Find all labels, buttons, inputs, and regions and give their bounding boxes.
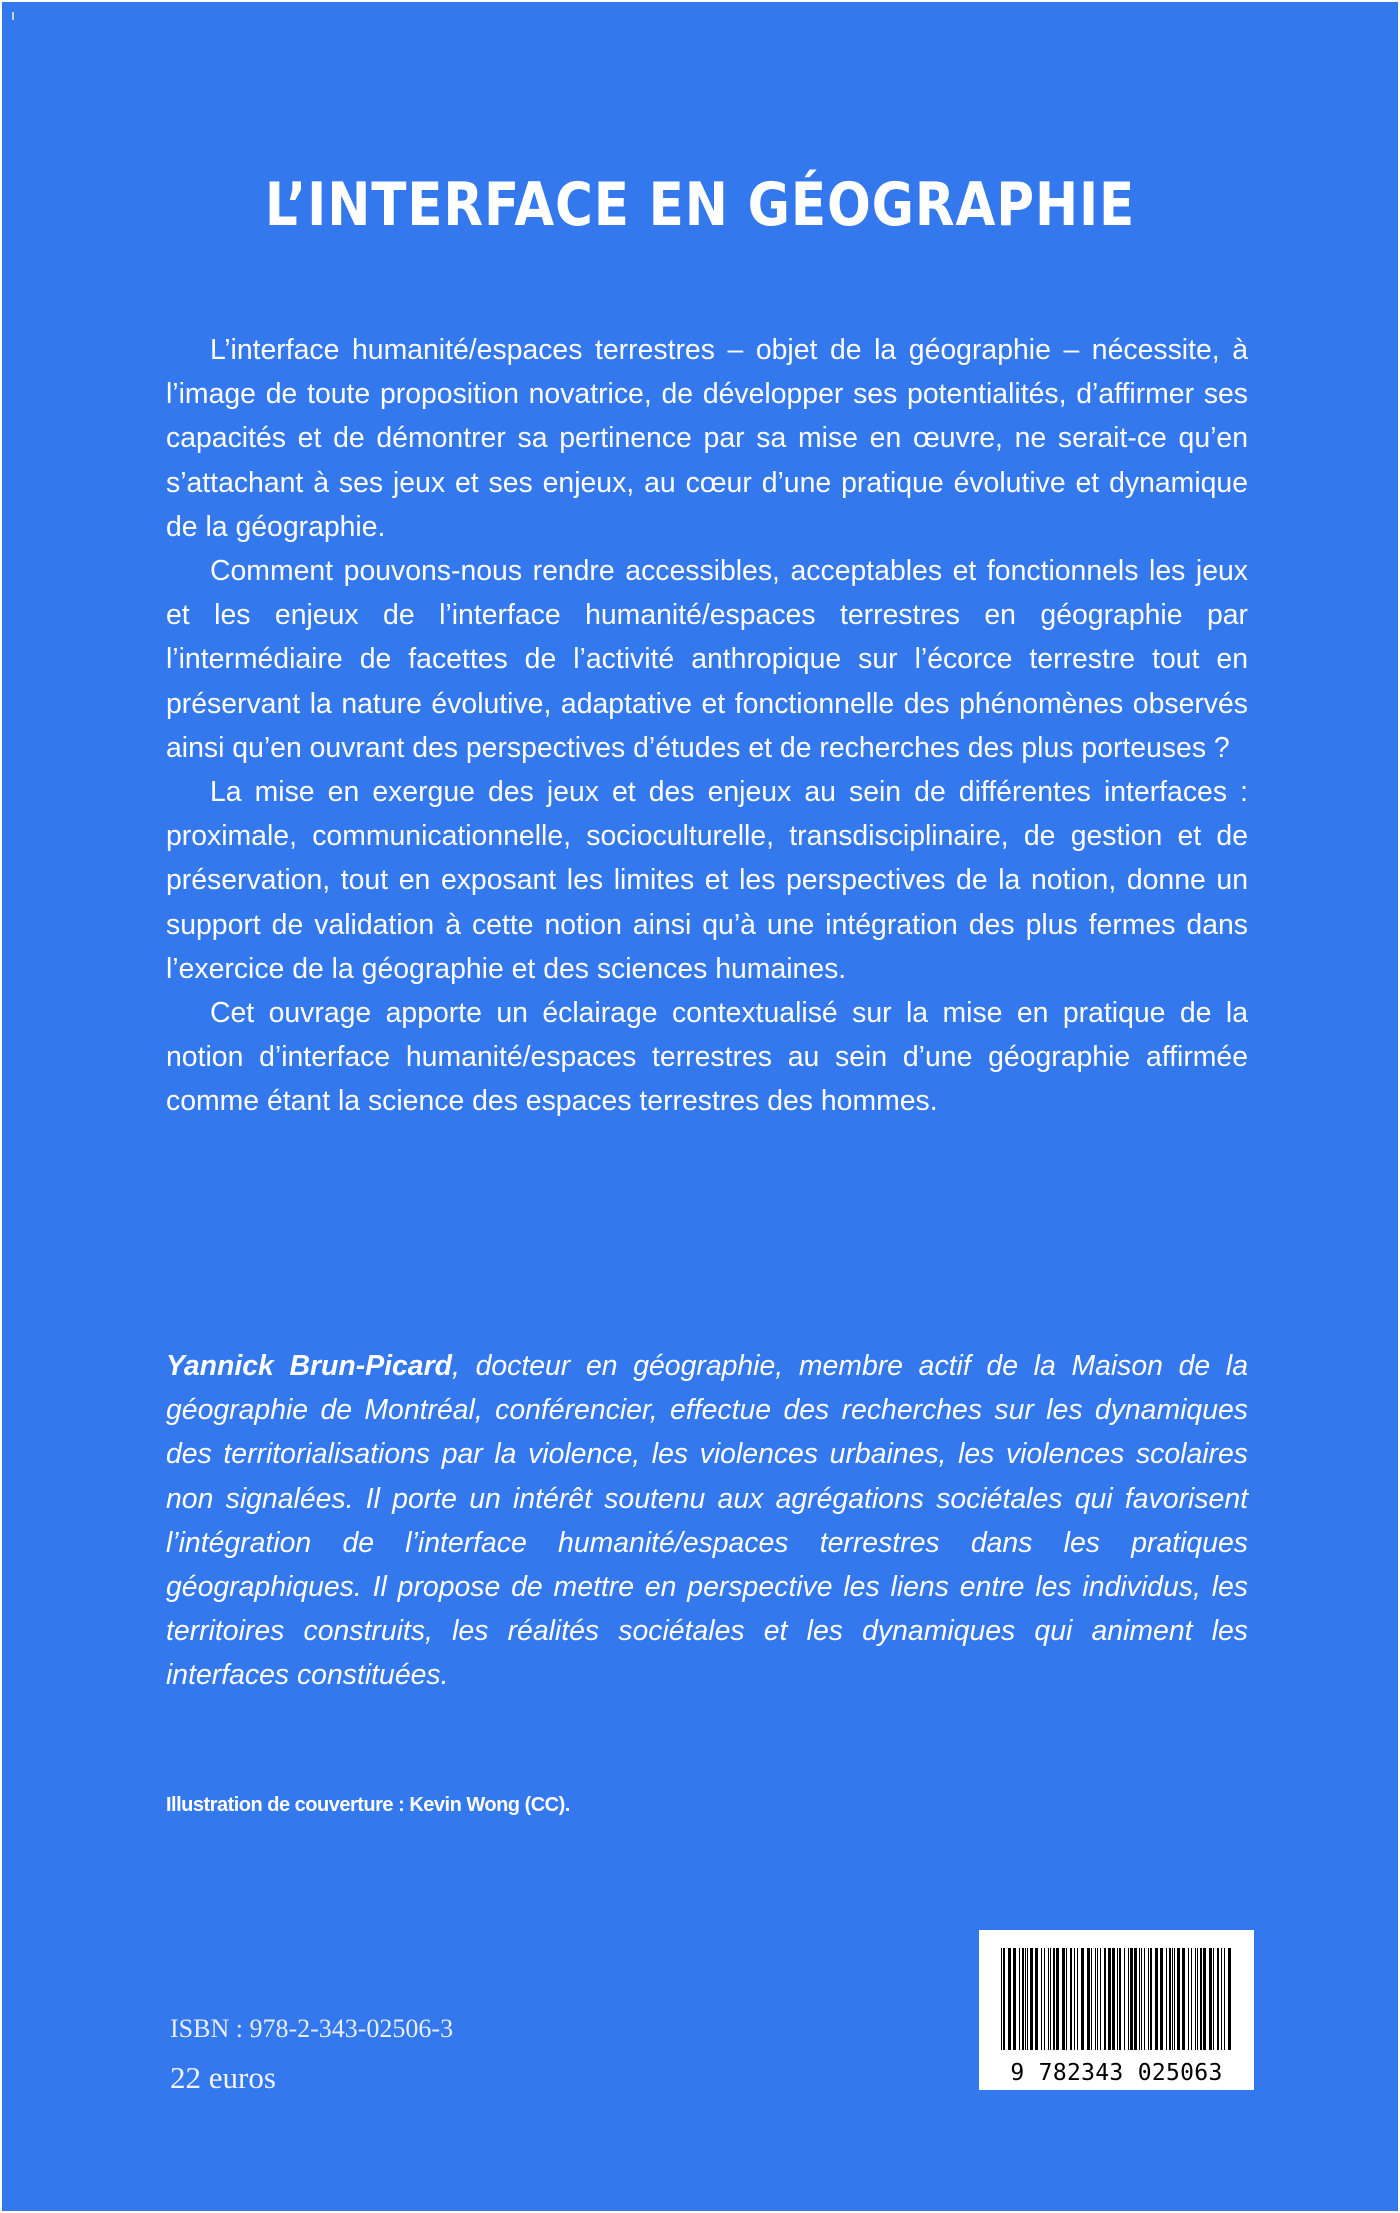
- barcode-bar: [1041, 1948, 1042, 2050]
- barcode-bar: [1108, 1948, 1111, 2050]
- blurb: [166, 328, 1248, 1124]
- author-name: Yannick Brun-Picard: [166, 1350, 452, 1382]
- barcode-bar: [1008, 1948, 1011, 2050]
- barcode-bar: [1172, 1948, 1173, 2050]
- barcode-bar: [1035, 1948, 1038, 2050]
- barcode-bar: [1213, 1948, 1214, 2050]
- barcode-bar: [1221, 1948, 1222, 2050]
- back-cover: [2, 2, 1398, 2211]
- barcode-bar: [1144, 1948, 1145, 2050]
- barcode-bar: [1097, 1948, 1098, 2050]
- corner-mark: [12, 12, 14, 20]
- barcode-bar: [1091, 1948, 1092, 2050]
- barcode-bar: [1150, 1948, 1152, 2050]
- barcode-bar: [1182, 1948, 1185, 2050]
- price: 22 euros: [170, 2060, 276, 2095]
- barcode-bar: [1139, 1948, 1140, 2050]
- barcode-bar: [1177, 1948, 1180, 2050]
- barcode-bar: [1066, 1948, 1067, 2050]
- barcode-bar: [1048, 1948, 1049, 2050]
- cover-credit: Illustration de couverture : Kevin Wong (CC).: [166, 1794, 570, 1816]
- author-bio-text: , docteur en géographie, membre actif de la Maison de la géographie de Montréal, conférencier, effectue des recherches sur les dynamiques des territorialisations par la violence, les violences urbaines, les violences scolaires non signalées. Il porte un intérêt soutenu aux agrégations sociétales qui favorisent l’intégration de l’interface humanité/espaces terrestres dans les pratiques géographiques. Il propose de mettre en perspective les liens entre les individus, les territoires construits, les réalités sociétales et les dynamiques qui animent les interfaces constituées.: [166, 1350, 1248, 1692]
- barcode-bar: [1081, 1948, 1084, 2050]
- barcode-bar: [1148, 1948, 1149, 2050]
- isbn: ISBN : 978-2-343-02506-3: [170, 2014, 454, 2043]
- barcode-bar: [1155, 1948, 1158, 2050]
- barcode-bar: [1160, 1948, 1163, 2050]
- barcode-bar: [1025, 1948, 1026, 2050]
- barcode-bar: [1124, 1948, 1125, 2050]
- barcode-bar: [1077, 1948, 1078, 2050]
- barcode-bar: [1209, 1948, 1212, 2050]
- barcode-bar: [1166, 1948, 1167, 2050]
- barcode-bar: [1087, 1948, 1090, 2050]
- barcode-bar: [1200, 1948, 1202, 2050]
- barcode-bar: [1112, 1948, 1115, 2050]
- barcode-bar: [1141, 1948, 1142, 2050]
- barcode-bar: [1169, 1948, 1171, 2050]
- barcode-bar: [1191, 1948, 1192, 2050]
- barcode-bar: [1195, 1948, 1196, 2050]
- barcode-bar: [1134, 1948, 1137, 2050]
- barcode-bar: [1074, 1948, 1075, 2050]
- barcode-bar: [1001, 1948, 1002, 2050]
- barcode-bar: [1053, 1948, 1055, 2050]
- blurb-paragraph-2: Comment pouvons-nous rendre accessibles, acceptables et fonctionnels les jeux et les enjeux de l’interface humanité/espaces terrestres en géographie par l’intermédiaire de facettes de l’activité anthropique sur l’écorce terrestre tout en préservant la nature évolutive, adaptative et fonctionnelle des phénomènes observés ainsi qu’en ouvrant des perspectives d’études et de recherches des plus porteuses ?: [166, 555, 1248, 764]
- barcode-bar: [1104, 1948, 1106, 2050]
- blurb-paragraph-4: Cet ouvrage apporte un éclairage contextualisé sur la mise en pratique de la notion d’interface humanité/espaces terrestres au sein d’une géographie affirmée comme étant la science des espaces terrestres des hommes.: [166, 997, 1248, 1118]
- barcode-bar: [1117, 1948, 1118, 2050]
- barcode-bar: [1022, 1948, 1024, 2050]
- barcode: [979, 1930, 1254, 2090]
- barcode-bar: [1224, 1948, 1225, 2050]
- barcode-bar: [1095, 1948, 1096, 2050]
- barcode-bar: [1217, 1948, 1219, 2050]
- barcode-bar: [1197, 1948, 1198, 2050]
- barcode-bar: [1188, 1948, 1189, 2050]
- barcode-bar: [1027, 1948, 1028, 2050]
- barcode-bar: [1019, 1948, 1020, 2050]
- barcode-bar: [1119, 1948, 1121, 2050]
- author-bio: [166, 1344, 1248, 1698]
- barcode-bar: [1030, 1948, 1033, 2050]
- blurb-paragraph-3: La mise en exergue des jeux et des enjeux au sein de différentes interfaces : proximale, communicationnelle, socioculturelle, transdisciplinaire, de gestion et de préservation, tout en exposant les limites et les perspectives de la notion, donne un support de validation à cette notion ainsi qu’à une intégration des plus fermes dans l’exercice de la géographie et des sciences humaines.: [166, 776, 1248, 985]
- barcode-bar: [1062, 1948, 1065, 2050]
- barcode-bar: [1203, 1948, 1206, 2050]
- barcode-bar: [1130, 1948, 1133, 2050]
- barcode-bar: [1056, 1948, 1059, 2050]
- barcode-digits: 9 782343 025063: [979, 2060, 1254, 2086]
- barcode-bar: [1044, 1948, 1045, 2050]
- barcode-bar: [1228, 1948, 1231, 2050]
- barcode-bar: [1070, 1948, 1072, 2050]
- barcode-bar: [1128, 1948, 1129, 2050]
- blurb-paragraph-1: L’interface humanité/espaces terrestres – objet de la géographie – nécessite, à l’image de toute proposition novatrice, de développer ses potentialités, d’affirmer ses capacités et de démontrer sa pertinence par sa mise en œuvre, ne serait-ce qu’en s’attachant à ses jeux et ses enjeux, au cœur d’une pratique évolutive et dynamique de la géographie.: [166, 334, 1248, 543]
- barcode-bar: [1013, 1948, 1016, 2050]
- barcode-bar: [1174, 1948, 1175, 2050]
- barcode-bar: [1003, 1948, 1005, 2050]
- barcode-bar: [1050, 1948, 1051, 2050]
- barcode-bar: [1100, 1948, 1101, 2050]
- book-title: L’INTERFACE EN GÉOGRAPHIE: [264, 170, 1136, 240]
